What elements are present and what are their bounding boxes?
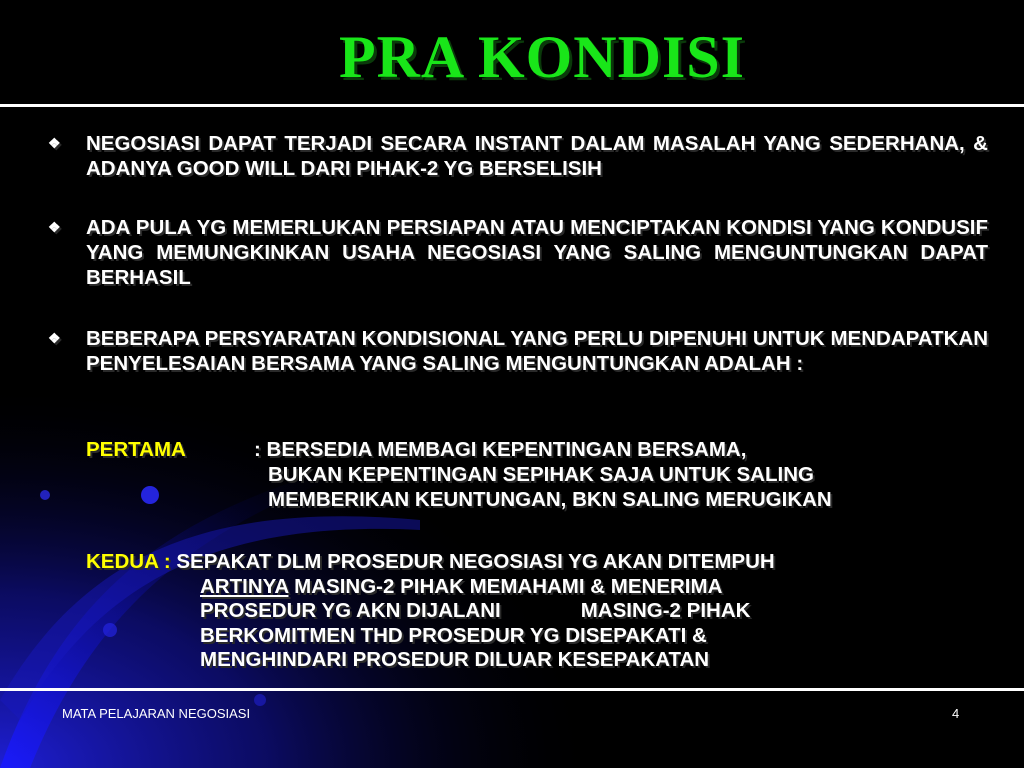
kedua-text-line: MENGHINDARI PROSEDUR DILUAR KESEPAKATAN [200, 648, 710, 671]
artinya-underlined: ARTINYA [200, 575, 289, 598]
pertama-text-line: MEMBERIKAN KEUNTUNGAN, BKN SALING MERUGIKAN [268, 488, 832, 511]
diamond-bullet-icon: ❖ [48, 219, 61, 235]
bullet-text: BEBERAPA PERSYARATAN KONDISIONAL YANG PERLU DIPENUHI UNTUK MENDAPATKAN PENYELESAIAN BERSAMA YANG SALING MENGUNTUNGKAN ADALAH : [86, 327, 988, 375]
title-divider [0, 104, 1024, 107]
pertama-text-line: BUKAN KEPENTINGAN SEPIHAK SAJA UNTUK SALING [268, 463, 814, 486]
kedua-text-line: SEPAKAT DLM PROSEDUR NEGOSIASI YG AKAN DITEMPUH [176, 550, 775, 573]
bullet-item [48, 326, 988, 376]
decor-dot-2 [40, 490, 50, 500]
bullet-text: ADA PULA YG MEMERLUKAN PERSIAPAN ATAU MENCIPTAKAN KONDISI YANG KONDUSIF YANG MEMUNGKINKAN USAHA NEGOSIASI YANG SALING MENGUNTUNGKAN DAPAT BERHASIL [86, 216, 988, 289]
decor-dot-1 [141, 486, 159, 504]
kedua-first-line [86, 549, 775, 574]
slide-title: PRA KONDISI [338, 24, 746, 90]
kedua-third-line [200, 598, 750, 623]
page-number: 4 [952, 706, 960, 721]
kedua-text-line: PROSEDUR YG AKN DIJALANI [200, 599, 501, 622]
bullet-item [48, 215, 988, 290]
diamond-bullet-icon: ❖ [48, 135, 61, 151]
pertama-label: PERTAMA [86, 438, 186, 461]
bullet-text: NEGOSIASI DAPAT TERJADI SECARA INSTANT DALAM MASALAH YANG SEDERHANA, & ADANYA GOOD WILL DARI PIHAK-2 YG BERSELISIH [86, 132, 988, 180]
kedua-text-line: MASING-2 PIHAK MEMAHAMI & MENERIMA [288, 575, 723, 598]
kedua-text-line: MASING-2 PIHAK [580, 599, 751, 622]
footer-divider [0, 688, 1024, 691]
kedua-label: KEDUA : [86, 550, 171, 573]
kedua-second-line [200, 574, 722, 599]
bullet-item [48, 131, 988, 181]
footer-course-name: MATA PELAJARAN NEGOSIASI [62, 706, 251, 721]
diamond-bullet-icon: ❖ [48, 330, 61, 346]
pertama-text-line: : BERSEDIA MEMBAGI KEPENTINGAN BERSAMA, [254, 438, 747, 461]
decor-dot-4 [254, 694, 266, 706]
kedua-text-line: BERKOMITMEN THD PROSEDUR YG DISEPAKATI & [200, 624, 707, 647]
decor-dot-3 [103, 623, 117, 637]
